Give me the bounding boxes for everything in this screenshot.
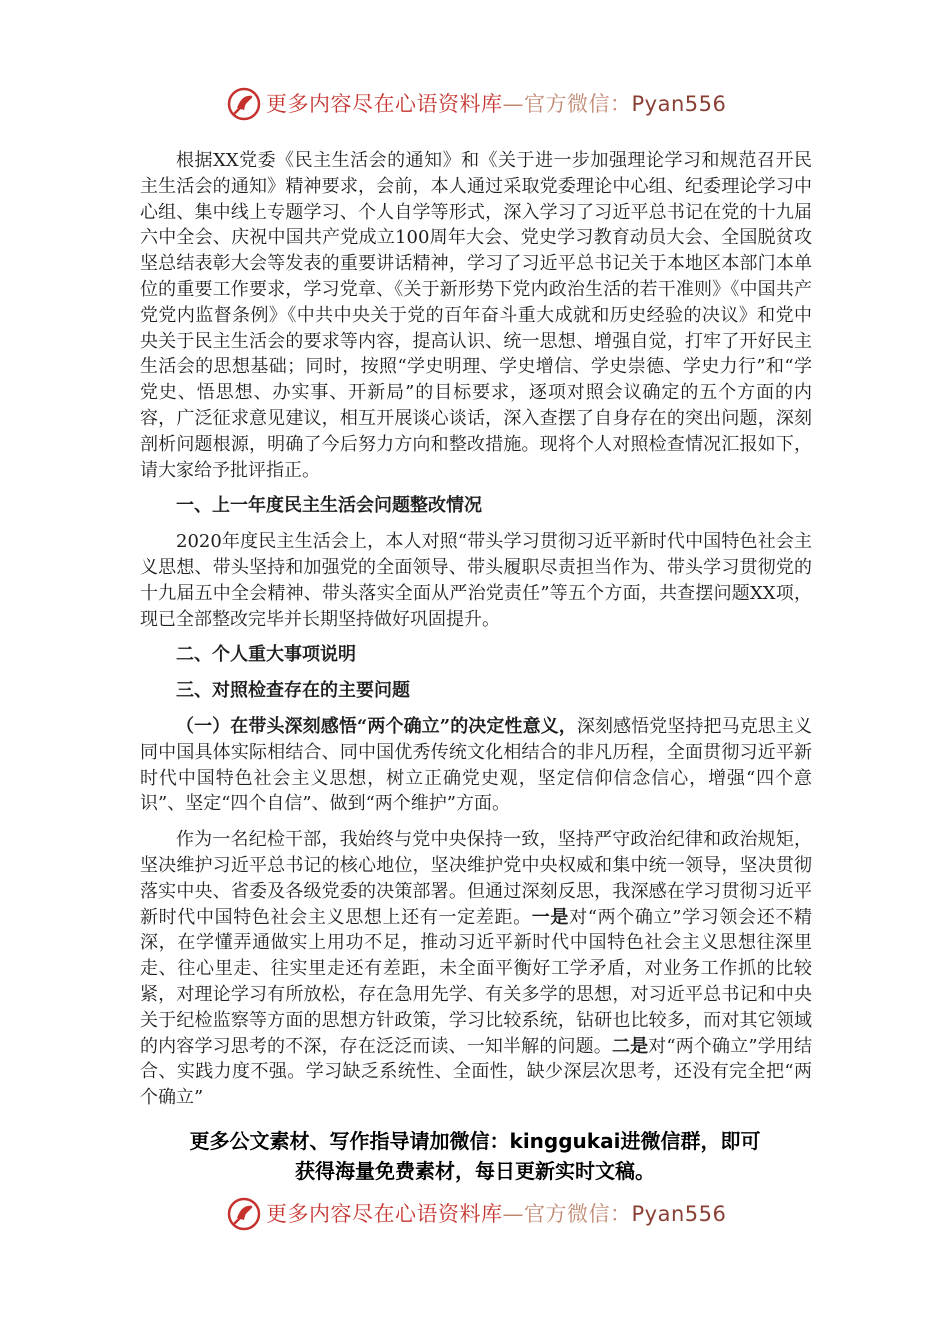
intro-paragraph: 根据XX党委《民主生活会的通知》和《关于进一步加强理论学习和规范召开民主生活会的通知》精神要求，会前，本人通过采取党委理论中心组、纪委理论学习中心组、集中线上专题学习、个人自学等形式，深入学习了习近平总书记在党的十九届六中全会、庆祝中国共产党成立100周年大会、党史学习教育动员大会、全国脱贫攻坚总结表彰大会等发表的重要讲话精神，学习了习近平总书记关于本地区本部门本单位的重要工作要求，学习党章、《关于新形势下党内政治生活的若干准则》《中国共产党党内监督条例》《中共中央关于党的百年奋斗重大成就和历史经验的决议》和党中央关于民主生活会的要求等内容，提高认识、统一思想、增强自觉，打牢了开好民主生活会的思想基础；同时，按照“学史明理、学史增信、学史崇德、学史力行”和“学党史、悟思想、办实事、开新局”的目标要求，逐项对照会议确定的五个方面的内容，广泛征求意见建议，相互开展谈心谈话，深入查摆了自身存在的突出问题，深刻剖析问题根源，明确了今后努力方向和整改措施。现将个人对照检查情况汇报如下，请大家给予批评指正。 <box>140 150 812 481</box>
point-one-text: 对“两个确立”学习领会还不精深，在学懂弄通做实上用功不足，推动习近平新时代中国特色社会主义思想往深里走、往心里走、往实里走还有差距，未全面平衡好工学矛盾，对业务工作抓的比较紧，对理论学习有所放松，存在急用先学、有关多学的思想，对习近平总书记和中央关于纪检监察等方面的思想方针政策，学习比较系统，钻研也比较多，而对其它领域的内容学习思考的不深，存在泛泛而读、一知半解的问题。 <box>140 906 813 1057</box>
subsection-1-text: 深刻感悟党坚持把马克思主义同中国具体实际相结合、同中国优秀传统文化相结合的非凡历程，全面贯彻习近平新时代中国特色社会主义思想，树立正确党史观，坚定信仰信念信心，增强“四个意识”、坚定“四个自信”、做到“两个维护”方面。 <box>140 715 812 815</box>
document-body <box>140 148 812 1121</box>
header-banner <box>0 84 950 124</box>
analysis-intro: 作为一名纪检干部，我始终与党中央保持一致，坚持严守政治纪律和政治规矩，坚决维护习近平总书记的核心地位，坚决维护党中央权威和集中统一领导，坚决贯彻落实中央、省委及各级党委的决策部署。但通过深刻反思，我深感在学习贯彻习近平新时代中国特色社会主义思想上还有一定差距。 <box>140 829 812 928</box>
promo-block <box>0 1126 950 1186</box>
section-heading-2: 二、个人重大事项说明 <box>176 644 356 666</box>
banner-wechat-id: Pyan556 <box>631 1202 727 1226</box>
banner-separator: —官方微信： <box>502 1202 632 1226</box>
promo-line-2: 获得海量免费素材，每日更新实时文稿。 <box>295 1159 655 1183</box>
section-heading-1: 一、上一年度民主生活会问题整改情况 <box>176 495 482 517</box>
section-1-paragraph: 2020年度民主生活会上，本人对照“带头学习贯彻习近平新时代中国特色社会主义思想、带头坚持和加强党的全面领导、带头履职尽责担当作为、带头学习贯彻党的十九届五中全会精神、带头落实全面从严治党责任”等五个方面，共查摆问题XX项，现已全部整改完毕并长期坚持做好巩固提升。 <box>140 531 812 630</box>
point-two-label: 二是 <box>611 1035 649 1057</box>
banner-title: 更多内容尽在心语资料库 <box>266 92 503 116</box>
footer-banner <box>0 1194 950 1234</box>
subsection-1-paragraph <box>140 714 812 817</box>
banner-wechat-id: Pyan556 <box>631 92 727 116</box>
point-two-text: 对“两个确立”学用结合、实践力度不强。学习缺乏系统性、全面性，缺少深层次思考，还没有完全把“两个确立” <box>140 1035 813 1109</box>
banner-text <box>266 90 726 118</box>
point-one-label: 一是 <box>531 906 570 928</box>
analysis-paragraph <box>140 827 812 1111</box>
logo-icon <box>226 86 262 122</box>
subsection-1-title: （一）在带头深刻感悟“两个确立”的决定性意义， <box>176 715 577 737</box>
banner-separator: —官方微信： <box>502 92 632 116</box>
section-heading-3: 三、对照检查存在的主要问题 <box>176 680 410 702</box>
banner-text <box>266 1200 726 1228</box>
promo-line-1: 更多公文素材、写作指导请加微信：kinggukai进微信群，即可 <box>189 1129 761 1153</box>
logo-icon <box>226 1196 262 1232</box>
banner-title: 更多内容尽在心语资料库 <box>266 1202 503 1226</box>
